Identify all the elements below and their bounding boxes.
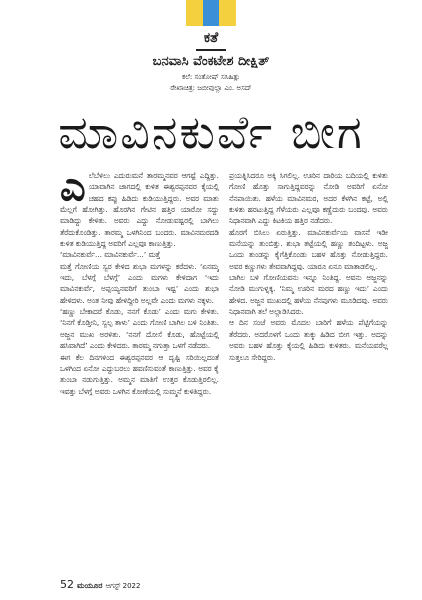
drop-cap: ಎ — [60, 170, 86, 210]
credit-illustration: ರೇಖಾಚಿತ್ರ: ಜಬೀವುಲ್ಲಾ ಎಂ. ಅಸದ್ — [170, 84, 252, 92]
genre-underline — [196, 49, 226, 51]
paragraph: ‘ಹಣ್ಣು ಬೇಕಾದರೆ ಕೊಡು, ನನಗೆ ಕೊಡು’ ಎಂದು ಮಗು ಕೇಳಿತು. ‘ನಿನಗೆ ಕೊಡ್ತೀನಿ, ಸ್ವಲ್ಪ ತಾಳು’ ಎಂದು ಗೋಣಿ ಬಾಗಿಲ ಬಳಿ ನಿಂತಿತು. ಅಜ್ಜನ ಮುಖ ಅರಳಿತು. ‘ನನಗೆ ದೋಸೆ ಕೊಡು, ಹೊಟ್ಟೆಯಲ್ಲಿ ಹಸಿವಾಗಿದೆ’ ಎಂದು ಕೇಳಿದರು. ತಾರಮ್ಮ ನಗುತ್ತಾ ಒಳಗೆ ನಡೆದರು. — [60, 307, 219, 351]
story-body — [60, 170, 388, 558]
paragraph: ಹೊರಗೆ ಬಿಸಿಲು ಏರುತ್ತಿತ್ತು. ಮಾವಿನಕುರ್ವೆಯ ವಾಸನೆ ಇಡೀ ಮನೆಯನ್ನು ತುಂಬಿತ್ತು. ಶುಭಾ ತಟ್ಟೆಯಲ್ಲಿ ಹಣ್ಣು ತಂದಿಟ್ಟಳು. ಅಜ್ಜ ಒಂದು ತುಂಡನ್ನು ಕೈಗೆತ್ತಿಕೊಂಡು ಬಹಳ ಹೊತ್ತು ನೋಡುತ್ತಿದ್ದರು. ಅವರ ಕಣ್ಣುಗಳು ತೇವವಾಗಿದ್ದವು. ಯಾರೂ ಏನೂ ಮಾತಾಡಲಿಲ್ಲ. — [229, 227, 388, 271]
paragraph: ಈಗ ಕೆಲ ದಿನಗಳಿಂದ ಈಶ್ವರಪ್ಪನವರ ಆ ದೃಷ್ಟಿ ಸರಿಯಿಲ್ಲದಂತೆ ಒಳಗಿಂದ ಏನೋ ಎದ್ದುಬರಲು ಹವಣಿಸುವಂತೆ ಕಾಣುತ್ತಿತ್ತು. ಅವರ ಕೈ ತುಂಬಾ ನಡುಗುತ್ತಿತ್ತು. ಅಮ್ಮನ ಮಾತಿಗೆ ಉತ್ತರ ಕೊಡುತ್ತಿರಲಿಲ್ಲ. ಇವತ್ತು ಬೆಳಗ್ಗೆ ಅವರು ಒಳಗಿನ ಕೋಣೆಯಲ್ಲಿ ಸುಮ್ಮನೆ ಕುಳಿತಿದ್ದರು. — [60, 352, 219, 396]
credit-art: ಕಲೆ: ಸಂತೋಷ್ ಸಸಿಹಿತ್ಲು — [181, 73, 241, 81]
page-footer — [60, 578, 140, 591]
story-title: ಮಾವಿನಕುರ್ವೆ ಬೀಗ — [58, 105, 364, 159]
paragraph: ಮತ್ತೆ ಗೋಣಿಯ ಸ್ವರ ಕೇಳಿದ ಶುಭಾ ಮಗಳನ್ನು ಕರೆದಳು. ‘ಏನಮ್ಮ ಇದು, ಬೆಳಗ್ಗೆ ಬೆಳಗ್ಗೆ’ ಎಂದು ಮಗಳು ಕೇಳಿದಾಗ ‘ಇದು ಮಾವಿನಕುರ್ವೆ, ಅಪ್ಪಯ್ಯನವರಿಗೆ ತುಂಬಾ ಇಷ್ಟ’ ಎಂದು ಶುಭಾ ಹೇಳಿದಳು. ಅಂತ ನೀವು ಹೇಳಿದ್ದೀರಿ ಅಲ್ಲವೇ ಎಂದು ಮಗಳು ನಕ್ಕಳು. — [60, 261, 219, 305]
paragraph: ಎಲೆಬೆಳಿಲು ಎದುರುಮನೆ ತಾರಮ್ಮನವರ ಆಗಷ್ಟೆ ಎದ್ದಿತ್ತು. ಯಾವಾಗಿನ ಜಾಗದಲ್ಲಿ ಕುಳಿತ ಈಶ್ವರಪ್ಪನವರ ಕೈಯಲ್ಲಿ ಚಹದ ಕಪ್ಪು ಹಿಡಿದು ಕುಡಿಯುತ್ತಿದ್ದರು. ಅವರ ಮಾತು ಮೆಲ್ಲಗೆ ಹೋಗಿತ್ತು. ಹೊರಗಿನ ಗೇಟಿನ ಹತ್ತಿರ ಯಾರೋ ಸದ್ದು ಮಾಡಿದ್ದು ಕೇಳಿತು. ಅವರು ಎದ್ದು ನೋಡುವಷ್ಟರಲ್ಲಿ ಬಾಗಿಲು ತೆರೆದುಕೊಂಡಿತ್ತು. ತಾರಮ್ಮ ಒಳಗಿನಿಂದ ಬಂದರು. ಮಾವಿನಮರದಡಿ ಕುಳಿತ ಕುಡಿಯುತ್ತಿದ್ದ ಅವರಿಗೆ ಎಲ್ಲವೂ ಕಾಣುತ್ತಿತ್ತು. — [60, 170, 219, 249]
issue-date: ಆಗಸ್ಟ್ 2022 — [105, 582, 141, 590]
left-column — [60, 170, 219, 558]
author-name: ಬನವಾಸಿ ವೆಂಕಟೇಶ ದೀಕ್ಷಿತ್ — [152, 54, 270, 69]
magazine-name: ಮಯೂರ — [77, 581, 103, 590]
genre-label: ಕತೆ — [203, 30, 219, 46]
credits-block — [0, 72, 422, 94]
tab-stripe-yellow — [186, 0, 203, 26]
tab-stripe-blue — [203, 0, 220, 26]
paragraph: ಬಾಗಿಲ ಬಳಿ ಗೋಣಿಯವನು ಇನ್ನೂ ನಿಂತಿದ್ದ. ಅವನು ಅಜ್ಜನನ್ನು ನೋಡಿ ಮುಗುಳ್ನಕ್ಕ. ‘ನಿಮ್ಮ ಊರಿನ ಮರದ ಹಣ್ಣು ಇದು’ ಎಂದು ಹೇಳಿದ. ಅಜ್ಜನ ಮುಖದಲ್ಲಿ ಹಳೆಯ ನೆನಪುಗಳು ಮೂಡಿದವು. ಅವರು ನಿಧಾನವಾಗಿ ತಲೆ ಅಲ್ಲಾಡಿಸಿದರು. — [229, 273, 388, 317]
paragraph: ಪ್ರಯತ್ನಿಸಿದರೂ ಅಕ್ಕಿ ಸಿಗಲಿಲ್ಲ. ಊರಿನ ದಾರಿಯ ಬದಿಯಲ್ಲಿ ಕುಳಿತು ಗೋಣಿ ಹೊತ್ತು ಸಾಗುತ್ತಿದ್ದವರನ್ನು ನೋಡಿ ಅವರಿಗೆ ಏನೋ ನೆನಪಾಯಿತು. ಹಳೆಯ ಮಾವಿನಮರ, ಅದರ ಕೆಳಗಿನ ಕಟ್ಟೆ, ಅಲ್ಲಿ ಕುಳಿತು ಹರಟುತ್ತಿದ್ದ ಗೆಳೆಯರು ಎಲ್ಲವೂ ಕಣ್ಣೆದುರು ಬಂದವು. ಅವರು ನಿಧಾನವಾಗಿ ಎದ್ದು ಕಿಟಕಿಯ ಹತ್ತಿರ ನಡೆದರು. — [229, 171, 388, 226]
section-color-tab — [186, 0, 236, 26]
paragraph: ಆ ದಿನ ಸಂಜೆ ಅವರು ಮೊದಲ ಬಾರಿಗೆ ಹಳೆಯ ಪೆಟ್ಟಿಗೆಯನ್ನು ತೆರೆದರು. ಅದರೊಳಗೆ ಒಂದು ತುಕ್ಕು ಹಿಡಿದ ಬೀಗ ಇತ್ತು. ಅದನ್ನು ಅವರು ಬಹಳ ಹೊತ್ತು ಕೈಯಲ್ಲಿ ಹಿಡಿದು ಕುಳಿತರು. ಮನೆಯವರೆಲ್ಲ ಸುತ್ತಲೂ ಸೇರಿದ್ದರು. — [229, 318, 388, 362]
right-column — [229, 170, 388, 558]
paragraph: ‘ಮಾವಿನಕುರ್ವೆ... ಮಾವಿನಕುರ್ವೆ...’ ಮತ್ತೆ — [60, 250, 161, 260]
page-number: 52 — [60, 578, 74, 591]
tab-stripe-yellow-2 — [219, 0, 236, 26]
